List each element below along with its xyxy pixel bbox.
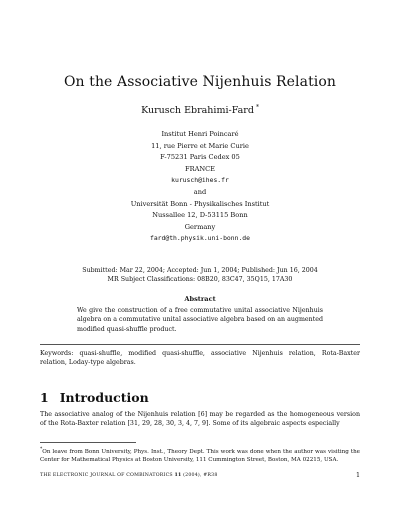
- keywords: Keywords: quasi-shuffle, modified quasi-shuffle, associative Nijenhuis relation, Rota-Baxter relation, Loday-type algebras.: [40, 350, 360, 367]
- author-email[interactable]: kurusch@ihes.fr: [171, 176, 229, 185]
- author-line: [0, 104, 400, 116]
- affiliation-line: Institut Henri Poincaré: [161, 130, 239, 138]
- subject-classification: MR Subject Classifications: 08B20, 83C47, 35Q15, 17A30: [107, 276, 293, 283]
- footnote-text: On leave from Bonn University, Phys. Inst., Theory Dept. This work was done when the author was visiting the Center for Mathematical Physics at Boston University, 111 Cummington Street, Boston, MA 02215, USA.: [40, 448, 360, 463]
- author-email[interactable]: fard@th.physik.uni-bonn.de: [149, 234, 251, 243]
- abstract-body: We give the construction of a free commutative unital associative Nijenhuis algebra on a commutative unital associative algebra based on an augmented modified quasi-shuffle product.: [77, 307, 323, 333]
- footnote-rule: [40, 442, 136, 443]
- page-footer: [40, 473, 360, 478]
- horizontal-rule: [40, 344, 360, 345]
- page-number: 1: [355, 472, 360, 479]
- affiliation-line: 11, rue Pierre et Marie Curie: [151, 141, 249, 150]
- affiliation-block: [0, 129, 400, 245]
- section-heading: [40, 390, 360, 405]
- intro-paragraph: The associative analog of the Nijenhuis relation [6] may be regarded as the homogeneous version of the Rota-Baxter relation [31, 29, 28, 30, 3, 4, 7, 9]. Some of its algebraic aspects especially: [40, 411, 360, 428]
- affiliation-line: Germany: [184, 222, 216, 231]
- journal-issue: (2004), #R38: [183, 473, 218, 478]
- submission-info: [0, 266, 400, 284]
- affiliation-line: Universität Bonn - Physikalisches Institut: [130, 199, 270, 208]
- author-name: Kurusch Ebrahimi-Fard: [141, 105, 254, 117]
- paper-title: On the Associative Nijenhuis Relation: [63, 74, 337, 90]
- abstract-heading: Abstract: [184, 295, 216, 303]
- journal-volume: 11: [174, 473, 182, 478]
- submission-dates: Submitted: Mar 22, 2004; Accepted: Jun 1, 2004; Published: Jun 16, 2004: [82, 267, 318, 274]
- author-footnote-mark: *: [255, 104, 259, 111]
- affiliation-and: and: [193, 187, 207, 196]
- footnote-mark: *: [40, 447, 43, 452]
- affiliation-line: FRANCE: [185, 164, 215, 173]
- journal-name: THE ELECTRONIC JOURNAL OF COMBINATORICS: [40, 473, 173, 478]
- footnote: [40, 446, 360, 464]
- affiliation-line: F-75231 Paris Cedex 05: [160, 153, 240, 162]
- affiliation-line: Nussallee 12, D-53115 Bonn: [152, 211, 248, 220]
- section-title: Introduction: [59, 390, 149, 405]
- section-number: 1: [40, 390, 49, 405]
